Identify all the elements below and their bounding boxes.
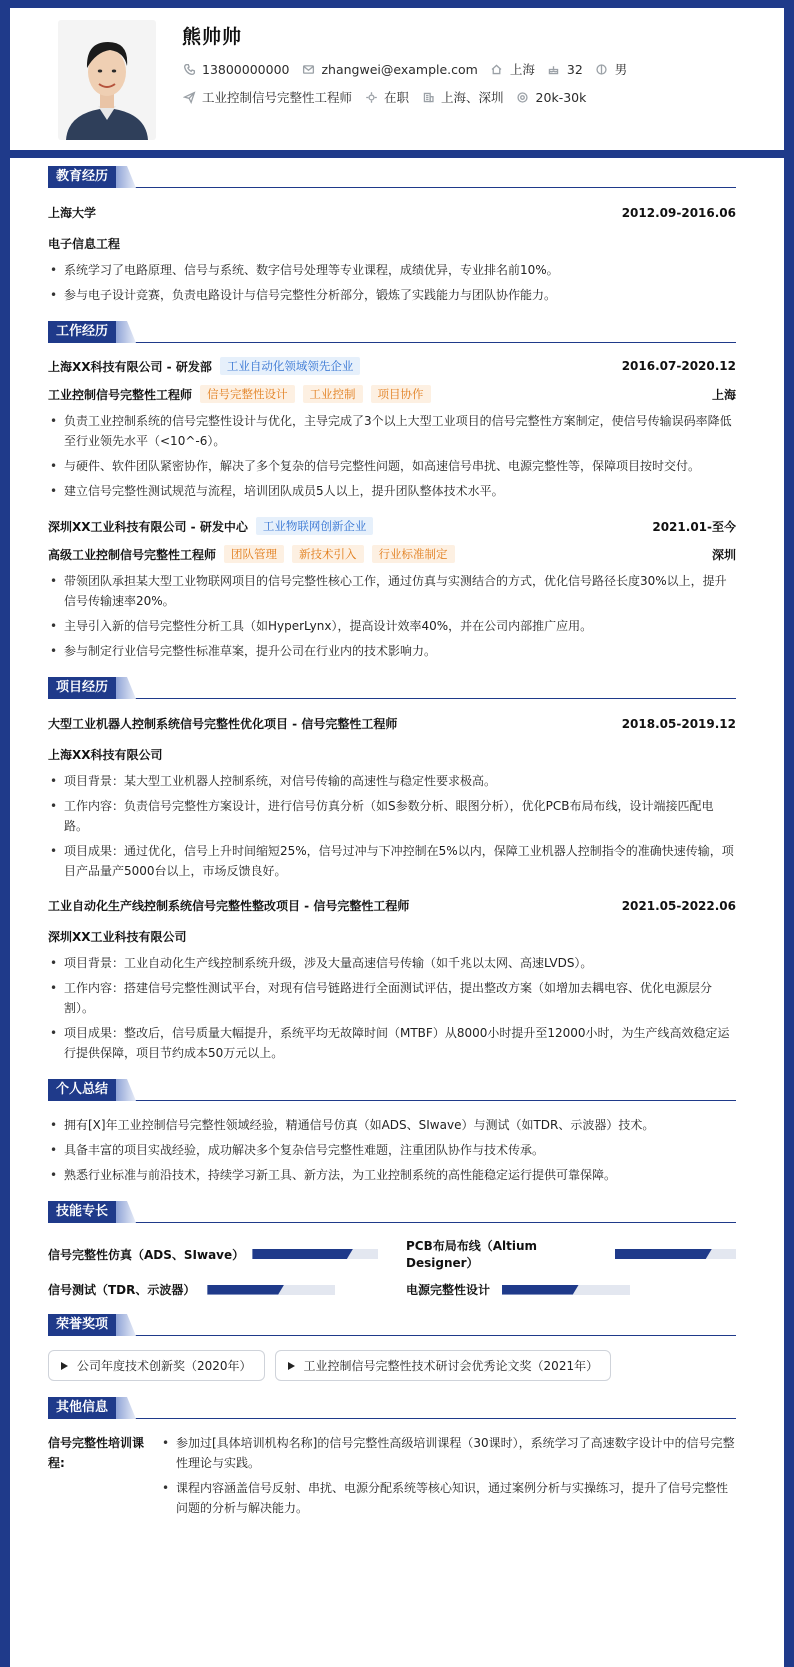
job-intent-row (182, 88, 598, 106)
list-item: • 项目背景：工业自动化生产线控制系统升级，涉及大量高速信号传输（如千兆以太网、高速LVDS）。 (48, 953, 736, 973)
skills-grid (48, 1237, 736, 1298)
project-company-row (48, 746, 736, 763)
major-name: 电子信息工程 (48, 237, 121, 251)
skill-tag: 团队管理 (224, 545, 284, 563)
skill-item (48, 1281, 378, 1298)
skills-section-title: 技能专长 (48, 1201, 120, 1223)
list-item: • 工作内容：搭建信号完整性测试平台，对现有信号链路进行全面测试评估，提出整改方案（如增加去耦电容、优化电源层分割）。 (48, 978, 736, 1018)
list-item: • 课程内容涵盖信号反射、串扰、电源分配系统等核心知识，通过案例分析与实操练习，提升了信号完整性问题的分析与解决能力。 (160, 1478, 736, 1518)
project-period: 2018.05-2019.12 (621, 716, 736, 731)
other-section-header (48, 1397, 736, 1419)
company-name: 深圳XX工业科技有限公司 - 研发中心 (48, 519, 248, 534)
list-item: • 拥有[X]年工业控制信号完整性领域经验，精通信号仿真（如ADS、SIwave）与测试（如TDR、示波器）技术。 (48, 1115, 736, 1135)
job-role: 高级工业控制信号完整性工程师 (48, 547, 217, 562)
status-item (364, 88, 409, 106)
locations-item (421, 88, 504, 106)
work-section-header (48, 321, 736, 343)
skill-name: 信号测试（TDR、示波器） (48, 1283, 196, 1297)
mail-icon (301, 62, 315, 76)
list-item: • 项目背景：某大型工业机器人控制系统，对信号传输的高速性与稳定性要求极高。 (48, 771, 736, 791)
frame-right (784, 0, 794, 1667)
project-bullets (48, 953, 736, 1063)
gender-value: 男 (614, 62, 628, 77)
skill-level-fill (207, 1285, 284, 1295)
project-company-row (48, 928, 736, 945)
company-tag: 工业物联网创新企业 (256, 517, 374, 535)
list-item: • 负责工业控制系统的信号完整性设计与优化，主导完成了3个以上大型工业项目的信号完整性方案制定，使信号传输误码率降低至行业领先水平（<10^-6）。 (48, 411, 736, 451)
city-value: 上海 (509, 62, 535, 77)
award-item (275, 1350, 612, 1381)
skill-tag: 项目协作 (371, 385, 431, 403)
list-item: • 项目成果：通过优化，信号上升时间缩短25%，信号过冲与下冲控制在5%以内，保障工业机器人控制指令的准确快速传输，项目产品量产5000台以上，市场反馈良好。 (48, 841, 736, 881)
resume-header (10, 8, 780, 150)
position-value: 工业控制信号完整性工程师 (202, 90, 353, 105)
send-icon (182, 90, 196, 104)
list-item: • 参与电子设计竞赛，负责电路设计与信号完整性分析部分，锻炼了实践能力与团队协作能力。 (48, 285, 736, 305)
skill-item (48, 1237, 378, 1271)
award-label: 公司年度技术创新奖（2020年） (77, 1359, 252, 1373)
list-item: • 工作内容：负责信号完整性方案设计，进行信号仿真分析（如S参数分析、眼图分析），优化PCB布局布线，设计端接匹配电路。 (48, 796, 736, 836)
summary-section-header (48, 1079, 736, 1101)
job-role: 工业控制信号完整性工程师 (48, 387, 193, 402)
list-item: • 系统学习了电路原理、信号与系统、数字信号处理等专业课程，成绩优异，专业排名前10%。 (48, 260, 736, 280)
city-item (490, 60, 535, 78)
education-bullets (48, 260, 736, 305)
summary-section-title: 个人总结 (48, 1079, 120, 1101)
education-period: 2012.09-2016.06 (621, 205, 736, 220)
skills-section-header (48, 1201, 736, 1223)
education-major-row (48, 235, 736, 252)
skill-level-bar (502, 1285, 630, 1295)
gender-icon (595, 62, 609, 76)
company-tag: 工业自动化领域领先企业 (220, 357, 361, 375)
skill-level-bar (252, 1249, 378, 1259)
frame-top (0, 0, 794, 8)
section-title-decoration (116, 321, 136, 343)
skill-level-fill (615, 1249, 712, 1259)
job-company-row (48, 517, 736, 535)
education-section-title: 教育经历 (48, 166, 120, 188)
building-icon (421, 90, 435, 104)
job-company-row (48, 357, 736, 375)
age-value: 32 (566, 61, 583, 77)
section-title-decoration (116, 677, 136, 699)
projects-section-header (48, 677, 736, 699)
salary-value: 20k-30k (535, 89, 587, 105)
skill-name: 电源完整性设计 (406, 1283, 491, 1297)
job-role-row (48, 545, 736, 563)
status-icon (364, 90, 378, 104)
contact-row (182, 60, 639, 78)
list-item: • 带领团队承担某大型工业物联网项目的信号完整性核心工作，通过仿真与实测结合的方式，优化信号路径长度30%以上，提升信号传输速率20%。 (48, 571, 736, 611)
list-item: • 项目成果：整改后，信号质量大幅提升，系统平均无故障时间（MTBF）从8000小时提升至12000小时，为生产线高效稳定运行提供保障，项目节约成本50万元以上。 (48, 1023, 736, 1063)
avatar (58, 20, 156, 140)
email-value: zhangwei@example.com (321, 61, 478, 77)
list-item: • 主导引入新的信号完整性分析工具（如HyperLynx），提高设计效率40%，并在公司内部推广应用。 (48, 616, 736, 636)
skill-tag: 行业标准制定 (372, 545, 455, 563)
header-divider (0, 150, 794, 158)
awards-section-header (48, 1314, 736, 1336)
candidate-name: 熊帅帅 (182, 26, 243, 48)
job-bullets (48, 571, 736, 661)
section-title-decoration (116, 1314, 136, 1336)
section-title-decoration (116, 1079, 136, 1101)
job-bullets (48, 411, 736, 501)
project-title-row (48, 897, 736, 914)
skill-name: 信号完整性仿真（ADS、SIwave） (48, 1247, 245, 1262)
phone-icon (182, 62, 196, 76)
age-item (547, 62, 583, 77)
education-school-row (48, 204, 736, 221)
other-info (48, 1433, 736, 1523)
other-label: 信号完整性培训课程: (48, 1436, 145, 1470)
phone-item (182, 62, 289, 77)
project-name: 大型工业机器人控制系统信号完整性优化项目 - 信号完整性工程师 (48, 717, 398, 731)
project-company: 上海XX科技有限公司 (48, 748, 163, 762)
locations-value: 上海、深圳 (441, 90, 504, 105)
other-bullets (160, 1433, 736, 1523)
skill-level-fill (502, 1285, 579, 1295)
project-title-row (48, 715, 736, 732)
summary-bullets (48, 1115, 736, 1185)
list-item: • 熟悉行业标准与前沿技术，持续学习新工具、新方法，为工业控制系统的高性能稳定运行提供可靠保障。 (48, 1165, 736, 1185)
education-section-header (48, 166, 736, 188)
skill-tag: 信号完整性设计 (200, 385, 295, 403)
skill-item (406, 1281, 736, 1298)
skill-level-bar (207, 1285, 335, 1295)
email-item (301, 62, 477, 77)
work-section-title: 工作经历 (48, 321, 120, 343)
phone-value: 13800000000 (202, 61, 290, 77)
skill-name: PCB布局布线（Altium Designer） (406, 1239, 538, 1270)
section-title-decoration (116, 166, 136, 188)
job-city: 深圳 (711, 547, 736, 562)
section-title-decoration (116, 1201, 136, 1223)
list-item: • 参加过[具体培训机构名称]的信号完整性高级培训课程（30课时），系统学习了高速数字设计中的信号完整性理论与实践。 (160, 1433, 736, 1473)
skill-level-bar (615, 1249, 736, 1259)
awards-list (48, 1350, 736, 1381)
project-bullets (48, 771, 736, 881)
skill-tag: 工业控制 (303, 385, 363, 403)
list-item: • 建立信号完整性测试规范与流程，培训团队成员5人以上，提升团队整体技术水平。 (48, 481, 736, 501)
job-period: 2021.01-至今 (652, 519, 736, 534)
gender-item (595, 60, 628, 78)
skill-item (406, 1237, 736, 1271)
project-company: 深圳XX工业科技有限公司 (48, 930, 187, 944)
salary-item (516, 90, 587, 105)
projects-section-title: 项目经历 (48, 677, 120, 699)
school-name: 上海大学 (48, 206, 97, 220)
coin-icon (516, 90, 530, 104)
awards-section-title: 荣誉奖项 (48, 1314, 120, 1336)
list-item: • 具备丰富的项目实战经验，成功解决多个复杂信号完整性难题，注重团队协作与技术传承。 (48, 1140, 736, 1160)
frame-left (0, 0, 10, 1667)
other-section-title: 其他信息 (48, 1397, 120, 1419)
cake-icon (547, 62, 561, 76)
job-role-row (48, 385, 736, 403)
play-icon (288, 1362, 295, 1370)
project-name: 工业自动化生产线控制系统信号完整性整改项目 - 信号完整性工程师 (48, 899, 410, 913)
job-period: 2016.07-2020.12 (621, 359, 736, 373)
award-label: 工业控制信号完整性技术研讨会优秀论文奖（2021年） (303, 1359, 599, 1373)
skill-level-fill (252, 1249, 352, 1259)
skill-tag: 新技术引入 (292, 545, 364, 563)
list-item: • 参与制定行业信号完整性标准草案，提升公司在行业内的技术影响力。 (48, 641, 736, 661)
list-item: • 与硬件、软件团队紧密协作，解决了多个复杂的信号完整性问题，如高速信号串扰、电源完整性等，保障项目按时交付。 (48, 456, 736, 476)
play-icon (61, 1362, 68, 1370)
job-city: 上海 (711, 387, 736, 402)
home-icon (490, 62, 504, 76)
status-value: 在职 (384, 90, 410, 105)
company-name: 上海XX科技有限公司 - 研发部 (48, 359, 212, 374)
resume-body (48, 158, 736, 1523)
project-period: 2021.05-2022.06 (621, 898, 736, 913)
position-item (182, 88, 352, 106)
section-title-decoration (116, 1397, 136, 1419)
award-item (48, 1350, 265, 1381)
